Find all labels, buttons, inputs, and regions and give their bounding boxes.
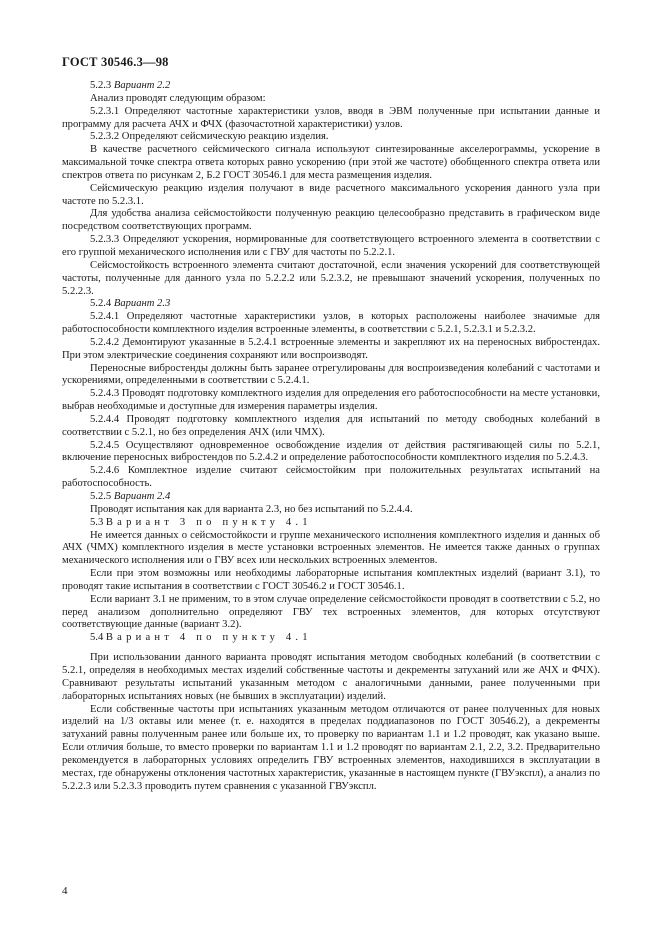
paragraph: 5.2.4.5 Осуществляют одновременное освобождение изделия от действия растягивающей силы по 5.2.1, включение переносных вибростендов по 5.2.4.2 и определение работоспособности комплектного изделия по 5.2.4.3. bbox=[62, 439, 600, 464]
paragraph: Анализ проводят следующим образом: bbox=[90, 92, 266, 104]
paragraph: В качестве расчетного сейсмического сигнала используют синтезированные акселерограммы, ускорение в максимальной точке спектра ответа которых равно ускорению (при этой же частоте) обобщенного спектра ответа или спектров ответа по рисункам 2, Б.2 ГОСТ 30546.1 для места размещения изделия. bbox=[62, 144, 600, 181]
paragraph: При использовании данного варианта проводят испытания методом свободных колебаний (в соответствии с 5.2.1, определяя в необходимых местах изделий собственные частоты и декременты затуханий или же АЧХ и ФЧХ). Сравнивают результаты испытаний указанным методом с аналогичными данными, ранее полученными при лабораторных испытаниях новых (не бывших в эксплуатации) изделий. bbox=[62, 652, 600, 702]
paragraph: Переносные вибростенды должны быть заранее отрегулированы для воспроизведения колебаний с частотами и ускорениями, определенными в соответствии с 5.2.4.1. bbox=[62, 362, 600, 387]
paragraph: Сейсмическую реакцию изделия получают в виде расчетного максимального ускорения данного узла при частоте по 5.2.3.1. bbox=[62, 182, 600, 207]
paragraph: 5.2.4.3 Проводят подготовку комплектного изделия для определения его работоспособности на месте установки, выбрав необходимые и доступные для измерения параметры изделия. bbox=[62, 388, 601, 413]
paragraph: 5.2.4.1 Определяют частотные характеристики узлов, в которых расположены наиболее значимые для работоспособности комплектного изделия встроенные элементы, в соответствии с 5.2.1, 5.2.3.1 и 5.2.3.2. bbox=[62, 311, 600, 336]
section-heading: 5.3 Вариант 3 по пункту 4.1 bbox=[90, 516, 312, 528]
paragraph: 5.2.3.2 Определяют сейсмическую реакцию изделия. bbox=[90, 131, 329, 143]
paragraph: Если при этом возможны или необходимы лабораторные испытания комплектных изделий (вариант 3.1), то проводят такие испытания в соответствии с ГОСТ 30546.2 и ГОСТ 30546.1. bbox=[62, 568, 600, 592]
paragraph: 5.2.3.1 Определяют частотные характеристики узлов, вводя в ЭВМ полученные при испытании данные и программу для расчета АЧХ и ФЧХ (фазочастотной характеристики) узлов. bbox=[62, 105, 600, 130]
paragraph: 5.2.3.3 Определяют ускорения, нормированные для соответствующего встроенного элемента в соответствии с его группой механического исполнения или с ГВУ для частоты по 5.2.2.1. bbox=[62, 234, 600, 258]
document-body bbox=[62, 80, 600, 793]
paragraph: Не имеется данных о сейсмостойкости и группе механического исполнения комплектного изделия и данных об АЧХ (ЧМХ) комплектного изделия в месте установки встроенных элементов. Не имеется также данных о группах механического исполнения или о ГВУ всех или нескольких встроенных элементов. bbox=[62, 529, 600, 567]
document-header: ГОСТ 30546.3—98 bbox=[62, 55, 169, 69]
paragraph: 5.2.4 Вариант 2.3 bbox=[90, 298, 171, 310]
paragraph: Для удобства анализа сейсмостойкости полученную реакцию целесообразно представить в графическом виде посредством соответствующих программ. bbox=[62, 208, 600, 233]
paragraph: Сейсмостойкость встроенного элемента считают достаточной, если значения ускорений для соответствующей частоты, полученные для данного узла по 5.2.2.2 или 5.2.3.2, не превышают значений ускорения, полученных по 5.2.2.3. bbox=[62, 259, 600, 297]
section-heading: 5.4 Вариант 4 по пункту 4.1 bbox=[90, 632, 312, 644]
paragraph: Проводят испытания как для варианта 2.3, но без испытаний по 5.2.4.4. bbox=[90, 503, 413, 515]
paragraph: Если собственные частоты при испытаниях указанным методом отличаются от ранее полученных для новых изделий на 1/3 октавы или менее (т. е. находятся в пределах поддиапазонов по ГОСТ 30546.2), а декременты затуханий равны полученным ранее или больше их, то проверку по вариантам 1.1 и 1.2 проводят, как указано выше. Если отличия больше, то вместо проверки по вариантам 1.1 и 1.2 проводят по вариантам 2.1, 2.2, 3.2. Предварительно рекомендуется в лабораторных условиях определить ГВУ встроенных элементов, находившихся в эксплуатации в местах, где обнаружены отклонения частотных характеристик, указанные в настоящем пункте (ГВУэкспл), а анализ по 5.2.2.3 или 5.2.3.3 проводить путем сравнения с указанной ГВУэкспл. bbox=[62, 703, 601, 792]
page-number: 4 bbox=[62, 885, 68, 897]
paragraph: 5.2.3 Вариант 2.2 bbox=[90, 80, 171, 91]
paragraph: 5.2.4.4 Проводят подготовку комплектного изделия для испытаний по методу свободных колебаний в соответствии с 5.2.1, но без определения АЧХ (или ЧМХ). bbox=[62, 413, 600, 438]
paragraph: 5.2.4.2 Демонтируют указанные в 5.2.4.1 встроенные элементы и закрепляют их на переносных вибростендах. При этом электрические соединения сохраняют или воспроизводят. bbox=[62, 336, 600, 361]
paragraph: Если вариант 3.1 не применим, то в этом случае определение сейсмостойкости проводят в соответствии с 5.2, но перед анализом дополнительно определяют ГВУ тех встроенных элементов, для которых отсутствуют соответствующие данные (вариант 3.2). bbox=[62, 593, 600, 631]
paragraph: 5.2.4.6 Комплектное изделие считают сейсмостойким при положительных результатах испытаний на работоспособность. bbox=[62, 465, 600, 490]
paragraph: 5.2.5 Вариант 2.4 bbox=[90, 491, 171, 502]
